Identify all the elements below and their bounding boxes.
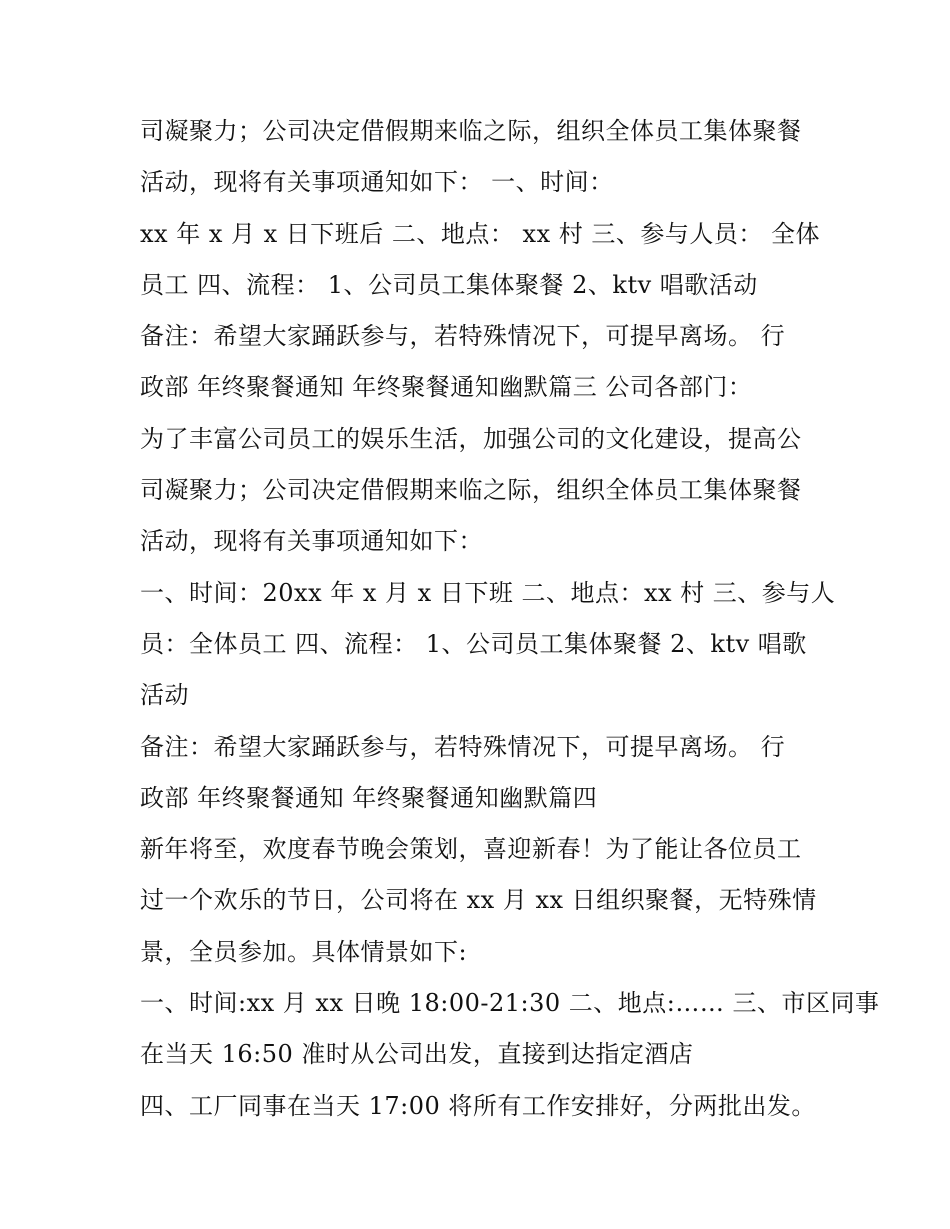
text-line: 政部 年终聚餐通知 年终聚餐通知幽默篇四 (140, 783, 598, 812)
text-line: 在当天 16:50 准时从公司出发，直接到达指定酒店 (140, 1040, 694, 1069)
text-line: 活动，现将有关事项通知如下： (140, 527, 483, 556)
text-line: 备注：希望大家踊跃参与，若特殊情况下，可提早离场。 行 (140, 322, 786, 351)
text-line: 一、时间:xx 月 xx 日晚 18:00-21:30 二、地点:…… 三、市区同事 (140, 989, 880, 1018)
text-line: 司凝聚力；公司决定借假期来临之际，组织全体员工集体聚餐 (140, 476, 802, 505)
document-body (140, 106, 880, 1132)
text-line: 员：全体员工 四、流程： 1、公司员工集体聚餐 2、ktv 唱歌 (140, 629, 807, 658)
text-line: 活动，现将有关事项通知如下： 一、时间： (140, 168, 614, 197)
text-line: 为了丰富公司员工的娱乐生活，加强公司的文化建设，提高公 (140, 424, 802, 453)
text-line: 一、时间：20xx 年 x 月 x 日下班 二、地点：xx 村 三、参与人 (140, 578, 836, 607)
text-line: xx 年 x 月 x 日下班后 二、地点： xx 村 三、参与人员： 全体 (140, 219, 820, 248)
text-line: 员工 四、流程： 1、公司员工集体聚餐 2、ktv 唱歌活动 (140, 270, 758, 299)
text-line: 政部 年终聚餐通知 年终聚餐通知幽默篇三 公司各部门： (140, 373, 753, 402)
text-line: 新年将至，欢度春节晚会策划，喜迎新春！为了能让各位员工 (140, 835, 802, 864)
text-line: 活动 (140, 681, 189, 710)
text-line: 过一个欢乐的节日，公司将在 xx 月 xx 日组织聚餐，无特殊情 (140, 886, 817, 915)
text-line: 备注：希望大家踊跃参与，若特殊情况下，可提早离场。 行 (140, 732, 786, 761)
text-line: 四、工厂同事在当天 17:00 将所有工作安排好，分两批出发。 (140, 1091, 816, 1120)
text-line: 司凝聚力；公司决定借假期来临之际，组织全体员工集体聚餐 (140, 117, 802, 145)
text-line: 景，全员参加。具体情景如下: (140, 937, 468, 966)
